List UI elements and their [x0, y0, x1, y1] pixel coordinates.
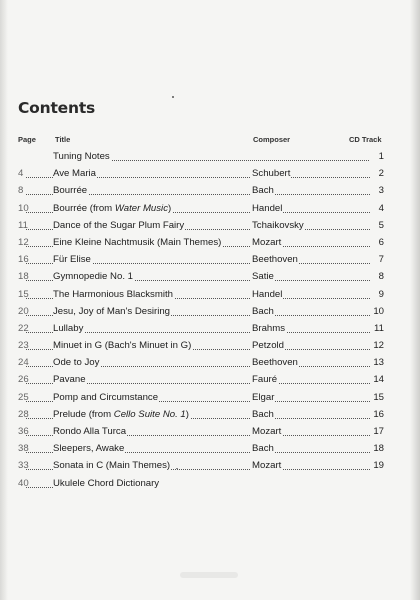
dot-leader	[26, 212, 53, 213]
dot-leader	[26, 298, 53, 299]
entry-page-number: 36	[18, 426, 29, 437]
toc-entry	[0, 339, 420, 356]
entry-title: Sonata in C (Main Themes)	[53, 460, 171, 472]
column-header-cd-track: CD Track	[349, 135, 382, 144]
entry-composer: Bach	[252, 408, 274, 420]
entry-composer: Tchaikovsky	[252, 219, 304, 231]
entry-composer: Mozart	[252, 236, 282, 248]
entry-composer: Petzold	[252, 340, 284, 352]
toc-entry	[0, 253, 420, 270]
entry-page-number: 15	[18, 288, 29, 300]
entry-page-number: 28	[18, 408, 29, 420]
entry-page-number: 26	[18, 374, 29, 386]
toc-entry	[0, 219, 420, 236]
entry-page-number: 8	[18, 185, 24, 197]
toc-entry	[0, 202, 420, 219]
toc-entry	[0, 391, 420, 408]
entry-title: Bourrée (from Water Music)	[53, 202, 172, 214]
entry-title: Pavane	[53, 374, 86, 386]
entry-cd-track: 12	[370, 339, 384, 353]
entry-cd-track: 2	[370, 167, 384, 181]
dot-leader	[26, 418, 53, 419]
dot-leader	[26, 229, 53, 230]
entry-composer: Elgar	[252, 391, 275, 403]
entry-title: Pomp and Circumstance	[53, 391, 159, 403]
entry-title: Eine Kleine Nachtmusik (Main Themes)	[53, 236, 222, 248]
faint-stamp	[180, 572, 238, 578]
entry-composer: Bach	[252, 305, 274, 317]
entry-cd-track: 7	[370, 253, 384, 267]
entry-page-number: 12	[18, 236, 29, 248]
entry-page-number: 18	[18, 271, 29, 283]
entry-cd-track: 6	[370, 236, 384, 250]
entry-cd-track: 9	[370, 288, 384, 302]
entry-title: Tuning Notes	[53, 151, 110, 162]
toc-entry	[0, 459, 420, 476]
dot-leader	[26, 349, 53, 350]
entry-cd-track: 3	[370, 184, 384, 198]
toc-entry	[0, 184, 420, 201]
entry-cd-track: 15	[370, 391, 384, 405]
entry-title: Rondo Alla Turca	[53, 426, 127, 437]
dot-leader	[26, 383, 53, 384]
entry-title: Lullaby	[53, 322, 84, 334]
dot-leader	[26, 452, 53, 453]
table-of-contents	[0, 150, 420, 494]
entry-composer: Schubert	[252, 168, 291, 180]
entry-page-number: 11	[18, 219, 28, 231]
toc-entry	[0, 442, 420, 459]
entry-title: Jesu, Joy of Man's Desiring	[53, 305, 171, 317]
entry-composer: Satie	[252, 271, 274, 283]
entry-title: Ukulele Chord Dictionary	[53, 477, 160, 489]
dot-leader	[26, 435, 53, 436]
entry-composer: Mozart	[252, 460, 282, 472]
entry-cd-track: 18	[370, 442, 384, 456]
entry-title: Prelude (from Cello Suite No. 1)	[53, 408, 189, 420]
entry-title: Gymnopedie No. 1	[53, 271, 133, 283]
column-header-title: Title	[55, 135, 71, 144]
entry-cd-track: 10	[370, 305, 384, 319]
toc-entry	[0, 270, 420, 287]
entry-cd-track: 1	[370, 150, 384, 164]
toc-entry	[0, 373, 420, 390]
toc-entry	[0, 322, 420, 339]
entry-title: Bourrée	[53, 185, 88, 197]
entry-title: Ave Maria	[53, 168, 97, 180]
entry-page-number: 40	[18, 477, 29, 489]
toc-entry	[0, 425, 420, 442]
column-header-page: Page	[18, 135, 36, 144]
entry-composer: Bach	[252, 185, 274, 197]
entry-title: Dance of the Sugar Plum Fairy	[53, 219, 185, 231]
entry-cd-track: 19	[370, 459, 384, 473]
dot-leader	[26, 401, 53, 402]
entry-composer: Mozart	[252, 426, 282, 437]
dot-leader	[26, 280, 53, 281]
entry-composer: Brahms	[252, 322, 286, 334]
toc-entry	[0, 236, 420, 253]
toc-entry	[0, 477, 420, 494]
entry-title: Minuet in G (Bach's Minuet in G)	[53, 340, 192, 352]
entry-page-number: 16	[18, 254, 29, 266]
entry-title-italic: Water Music	[114, 202, 168, 214]
entry-composer: Beethoven	[252, 357, 298, 369]
entry-composer: Bach	[252, 443, 274, 455]
entry-page-number: 38	[18, 443, 29, 455]
entry-cd-track: 14	[370, 373, 384, 387]
entry-title-italic: Cello Suite No. 1	[113, 408, 186, 420]
dot-leader	[26, 194, 53, 195]
dot-leader	[26, 332, 53, 333]
entry-page-number: 24	[18, 357, 29, 369]
entry-title: Sleepers, Awake	[53, 443, 125, 455]
toc-entry	[0, 305, 420, 322]
toc-entry	[0, 167, 420, 184]
entry-cd-track: 5	[370, 219, 384, 233]
dot-leader	[26, 469, 53, 470]
entry-composer: Beethoven	[252, 254, 298, 266]
entry-cd-track: 16	[370, 408, 384, 422]
entry-composer: Handel	[252, 288, 283, 300]
entry-page-number: 33	[18, 460, 29, 472]
entry-page-number: 23	[18, 340, 29, 352]
entry-title: The Harmonious Blacksmith	[53, 288, 173, 300]
entry-page-number: 25	[18, 391, 29, 403]
entry-composer: Handel	[252, 202, 283, 214]
dot-leader	[26, 366, 53, 367]
entry-page-number: 22	[18, 322, 29, 334]
toc-entry	[0, 408, 420, 425]
dot-leader	[26, 177, 53, 178]
entry-page-number: 20	[18, 305, 29, 317]
contents-heading: Contents	[18, 99, 96, 117]
dot-leader	[26, 246, 53, 247]
toc-entry	[0, 288, 420, 305]
dot-leader	[26, 315, 53, 316]
entry-cd-track: 17	[370, 425, 384, 439]
entry-cd-track: 11	[370, 322, 384, 336]
entry-cd-track: 13	[370, 356, 384, 370]
toc-entry	[0, 356, 420, 373]
toc-entry	[0, 150, 420, 167]
entry-cd-track: 8	[370, 270, 384, 284]
entry-page-number: 4	[18, 168, 24, 180]
entry-composer: Fauré	[252, 374, 278, 386]
dot-leader	[26, 263, 53, 264]
entry-cd-track: 4	[370, 202, 384, 216]
column-header-composer: Composer	[253, 135, 291, 144]
print-speck	[172, 96, 174, 98]
dot-leader	[26, 487, 53, 488]
entry-title: Ode to Joy	[53, 357, 100, 369]
entry-title: Für Elise	[53, 254, 91, 266]
entry-page-number: 10	[18, 202, 29, 214]
